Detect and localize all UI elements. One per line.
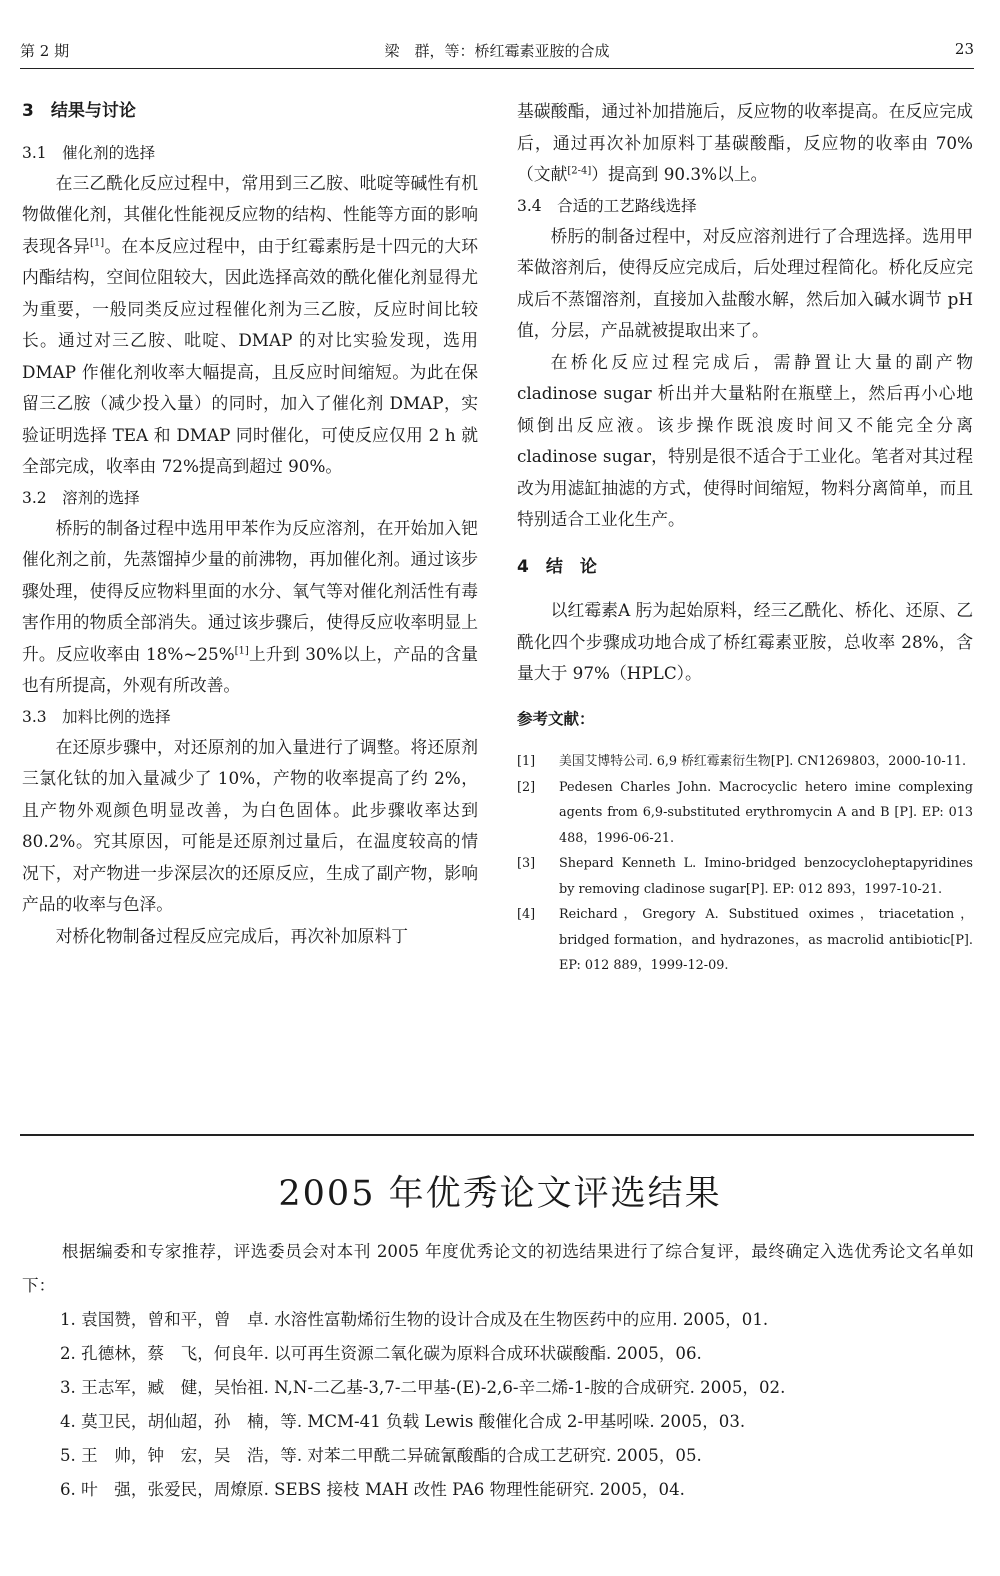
subsection-3-2-title: 3.2 溶剂的选择 xyxy=(22,488,140,507)
paragraph-3-2 xyxy=(22,513,478,702)
paragraph-3-1-part-a: 在三乙酰化反应过程中，常用到三乙胺、吡啶等碱性有机物做催化剂，其催化性能视反应物的结构、性能等方面的影响表现各异 xyxy=(22,172,478,256)
paragraph-3-1 xyxy=(22,168,478,483)
paragraph-continued-part-b: ）提高到 90.3%以上。 xyxy=(591,164,768,184)
reference-text: 美国艾博特公司. 6,9 桥红霉素衍生物[P]. CN1269803，2000-10-11. xyxy=(559,754,967,769)
notice-intro: 根据编委和专家推荐，评选委员会对本刊 2005 年度优秀论文的初选结果进行了综合复评，最终确定入选优秀论文名单如下： xyxy=(22,1242,974,1295)
notice-title: 2005 年优秀论文评选结果 xyxy=(278,1174,722,1214)
page-number: 23 xyxy=(954,40,974,58)
left-column xyxy=(22,96,478,952)
citation-1b: [1] xyxy=(234,644,249,656)
award-item: 3. 王志军，臧 健，吴怡祖. N,N-二乙基-3,7-二甲基-(E)-2,6-辛二烯-1-胺的合成研究. 2005，02. xyxy=(60,1378,786,1397)
paragraph-3-4-2: 在桥化反应过程完成后，需静置让大量的副产物 cladinose sugar 析出并大量粘附在瓶壁上，然后再小心地倾倒出反应液。该步操作既浪废时间又不能完全分离 cladinose sugar，特别是很不适合于工业化。笔者对其过程改为用滤缸抽滤的方式，使得时间缩短，物料分离简单，而且特别适合工业化生产。 xyxy=(517,351,973,529)
reference-text: Reichard，Gregory A. Substitued oximes，triacetation，bridged formation，and hydrazones，as macrolid antibiotic[P]. EP: 012 889，1999-12-09. xyxy=(559,907,973,973)
references-list xyxy=(517,749,973,979)
paragraph-3-4-1: 桥肟的制备过程中，对反应溶剂进行了合理选择。选用甲苯做溶剂后，使得反应完成后，后处理过程简化。桥化反应完成后不蒸馏溶剂，直接加入盐酸水解，然后加入碱水调节 pH 值，分层，产品就被提取出来了。 xyxy=(517,225,973,340)
reference-number: [2] xyxy=(517,779,536,795)
award-item: 4. 莫卫民，胡仙超，孙 楠，等. MCM-41 负载 Lewis 酸催化合成 2-甲基吲哚. 2005，03. xyxy=(60,1412,746,1431)
section-divider xyxy=(20,1134,974,1136)
paragraph-4: 以红霉素A 肟为起始原料，经三乙酰化、桥化、还原、乙酰化四个步骤成功地合成了桥红霉素亚胺，总收率 28%，含量大于 97%（HPLC）。 xyxy=(517,600,973,683)
reference-item xyxy=(517,775,973,852)
reference-number: [4] xyxy=(517,907,536,922)
paragraph-3-2-part-b: 上升到 30%以上，产品的含量也有所提高，外观有所改善。 xyxy=(22,643,478,695)
paragraph-3-2-part-a: 桥肟的制备过程中选用甲苯作为反应溶剂，在开始加入钯催化剂之前，先蒸馏掉少量的前沸物，再加催化剂。通过该步骤处理，使得反应物料里面的水分、氧气等对催化剂活性有毒害作用的物质全部消失。通过该步骤后，使得反应收率明显上升。反应收率由 18%~25% xyxy=(22,517,478,664)
subsection-3-4-title: 3.4 合适的工艺路线选择 xyxy=(517,196,697,215)
paragraph-3-3-1: 在还原步骤中，对还原剂的加入量进行了调整。将还原剂三氯化钛的加入量减少了 10%，产物的收率提高了约 2%，且产物外观颜色明显改善，为白色固体。此步骤收率达到 80.2%。究其原因，可能是还原剂过量后，在温度较高的情况下，对产物进一步深层次的还原反应，生成了副产物，影响产品的收率与色泽。 xyxy=(22,736,478,914)
reference-text: Shepard Kenneth L. Imino-bridged benzocycloheptapyridines by removing cladinose sugar[P]. EP: 012 893，1997-10-21. xyxy=(559,856,973,897)
award-item: 2. 孔德林，蔡 飞，何良年. 以可再生资源二氧化碳为原料合成环状碳酸酯. 2005，06. xyxy=(60,1344,702,1363)
running-title: 梁 群，等：桥红霉素亚胺的合成 xyxy=(384,42,610,60)
citation-1: [1] xyxy=(89,236,105,248)
references-title: 参考文献： xyxy=(517,709,595,728)
right-column xyxy=(517,96,973,979)
reference-number: [1] xyxy=(517,754,536,769)
section-3-title: 3 结果与讨论 xyxy=(22,101,136,121)
paragraph-3-3-continued xyxy=(517,96,973,191)
paragraph-continued-part-a: 基碳酸酯，通过补加措施后，反应物的收率提高。在反应完成后，通过再次补加原料丁基碳酸酯，反应物的收率由 70%（文献 xyxy=(517,101,973,184)
citation-2-4: [2-4] xyxy=(567,165,592,177)
reference-text: Pedesen Charles John. Macrocyclic hetero imine complexing agents from 6,9-substituted erythromycin A and B [P]. EP: 013 488，1996-06-21. xyxy=(559,779,973,846)
reference-item xyxy=(517,902,973,979)
journal-issue: 第 2 期 xyxy=(20,42,70,60)
section-4-title: 4 结 论 xyxy=(517,556,597,577)
reference-item xyxy=(517,851,973,902)
notice-body xyxy=(22,1235,974,1507)
award-item: 6. 叶 强，张爱民，周燎原. SEBS 接枝 MAH 改性 PA6 物理性能研究. 2005，04. xyxy=(60,1480,685,1499)
award-item: 1. 袁国赞，曾和平，曾 卓. 水溶性富勒烯衍生物的设计合成及在生物医药中的应用. 2005，01. xyxy=(60,1310,769,1329)
subsection-3-1-title: 3.1 催化剂的选择 xyxy=(22,143,156,162)
reference-item xyxy=(517,749,973,775)
subsection-3-3-title: 3.3 加料比例的选择 xyxy=(22,707,171,726)
running-header xyxy=(20,40,974,64)
reference-number: [3] xyxy=(517,856,536,871)
header-rule xyxy=(20,68,974,69)
paragraph-3-1-part-b: 。在本反应过程中，由于红霉素肟是十四元的大环内酯结构，空间位阻较大，因此选择高效的酰化催化剂显得尤为重要，一般同类反应过程催化剂为三乙胺，反应时间比较长。通过对三乙胺、吡啶、DMAP 的对比实验发现，选用 DMAP 作催化剂收率大幅提高，且反应时间缩短。为此在保留三乙胺（减少投入量）的同时，加入了催化剂 DMAP，实验证明选择 TEA 和 DMAP 同时催化，可使反应仅用 2 h 就全部完成，收率由 72%提高到超过 90%。 xyxy=(22,235,478,476)
award-item: 5. 王 帅，钟 宏，吴 浩，等. 对苯二甲酰二异硫氰酸酯的合成工艺研究. 2005，05. xyxy=(60,1446,702,1465)
paragraph-3-3-2: 对桥化物制备过程反应完成后，再次补加原料丁 xyxy=(55,925,409,946)
